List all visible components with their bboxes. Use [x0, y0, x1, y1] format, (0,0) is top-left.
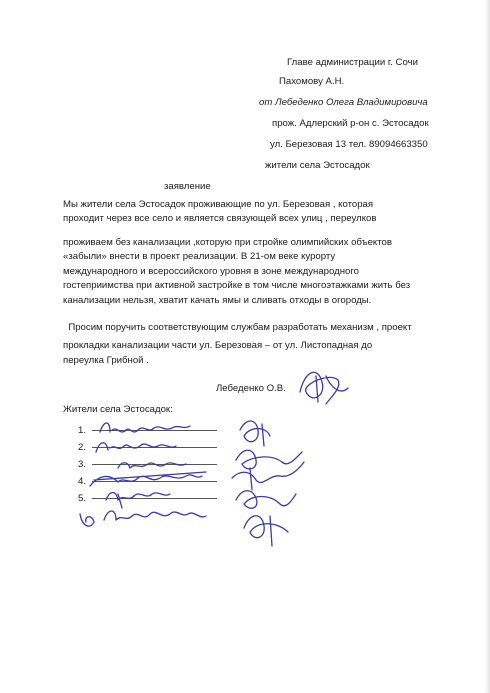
signature-line	[92, 447, 217, 448]
paragraph-line: переулка Грибной .	[63, 354, 149, 366]
list-item	[78, 425, 217, 442]
list-item	[78, 442, 217, 459]
signature-line	[92, 481, 217, 482]
resident-signature-2	[236, 450, 302, 469]
signature-line	[92, 464, 217, 465]
paragraph-3	[63, 321, 463, 368]
list-item	[78, 493, 217, 510]
document-title: заявление	[164, 181, 211, 192]
list-number: 5.	[78, 493, 87, 504]
list-number: 2.	[78, 442, 87, 453]
resident-signature-3	[232, 462, 304, 490]
paragraph-line: международного и всероссийского уровня в зоне международного	[63, 265, 359, 277]
paragraph-line: прокладки канализации части ул. Березовая – от ул. Листопадная до	[63, 340, 373, 352]
address-line-1: прож. Адлерский р-он с. Эстосадок	[272, 118, 429, 129]
resident-signature-1	[240, 421, 270, 446]
addressee-line-1: Главе администрации г. Сочи	[287, 57, 418, 68]
addressee-line-2: Пахомову А.Н.	[279, 76, 345, 87]
residents-heading: Жители села Эстосадок:	[63, 404, 173, 415]
paragraph-line: «забыли» внести в проект реализации. В 21-ом веке курорту	[63, 251, 336, 263]
list-number: 4.	[78, 476, 87, 487]
resident-signature-4	[236, 491, 296, 509]
signer-name: Лебеденко О.В.	[216, 383, 286, 394]
author-signature	[300, 372, 348, 404]
signature-line	[92, 430, 217, 431]
paragraph-line: проходит через все село и является связующей всех улиц , переулков	[63, 213, 377, 225]
signature-line	[92, 498, 217, 499]
paragraph-line: гостеприимства при активной застройке в том числе многоэтажками жить без	[63, 280, 411, 292]
residents-list	[78, 425, 217, 510]
list-number: 3.	[78, 459, 87, 470]
paragraph-1	[63, 198, 463, 227]
address-line-3: жители села Эстосадок	[265, 160, 370, 171]
list-item	[78, 459, 217, 476]
paragraph-line: Мы жители села Эстосадок проживающие по ул. Березовая , которая	[63, 199, 374, 210]
sender-line: от Лебеденко Олега Владимировича	[259, 97, 428, 108]
handwritten-name-6	[80, 511, 206, 526]
list-number: 1.	[78, 425, 87, 436]
paragraph-line: проживаем без канализации ,которую при стройке олимпийских объектов	[63, 237, 392, 248]
paragraph-line: Просим поручить соответствующим службам разработать механизм , проект	[63, 322, 412, 333]
list-item	[78, 476, 217, 493]
paragraph-line: канализации нельзя, хватит качать ямы и сливать отходы в огороды.	[63, 294, 372, 306]
scan-edge	[484, 0, 490, 693]
address-line-2: ул. Березовая 13 тел. 89094663350	[270, 139, 428, 150]
resident-signature-5	[244, 516, 288, 546]
paragraph-2	[63, 236, 463, 308]
